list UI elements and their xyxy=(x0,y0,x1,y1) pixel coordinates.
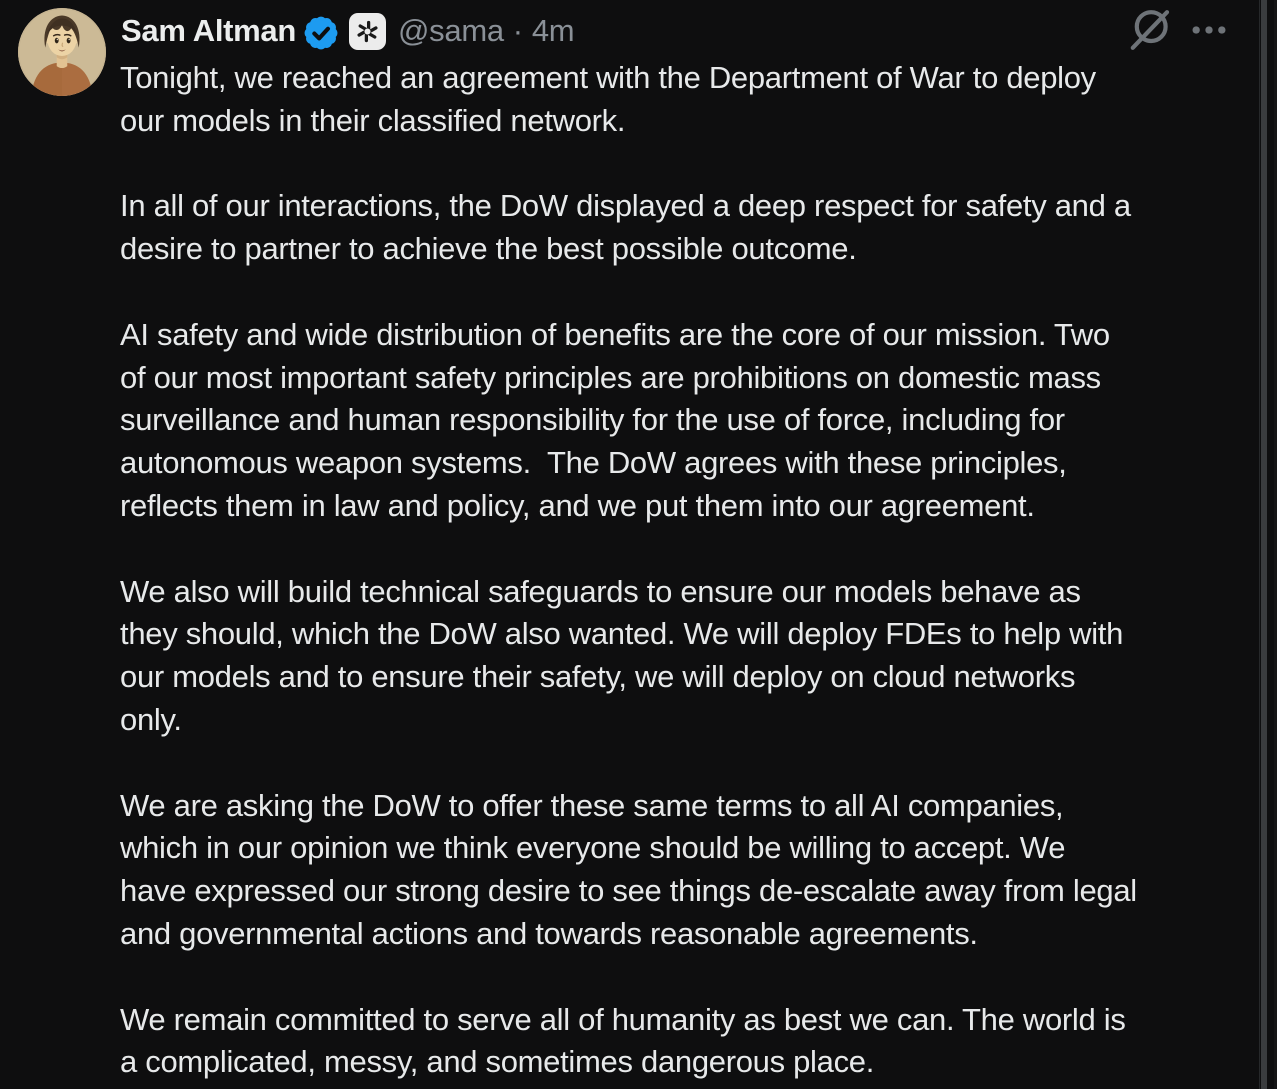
more-button[interactable] xyxy=(1186,7,1232,53)
column-border xyxy=(1259,0,1260,1089)
verified-badge-icon[interactable] xyxy=(304,16,338,50)
tweet-paragraph xyxy=(120,185,1242,271)
grok-icon xyxy=(1126,5,1174,53)
avatar-cartoon-illustration xyxy=(18,8,106,96)
tweet-paragraph xyxy=(120,571,1242,742)
tweet-text xyxy=(120,57,1242,1084)
tweet-line: In all of our interactions, the DoW displayed a deep respect for safety and a xyxy=(120,188,1131,224)
scrollbar-thumb[interactable] xyxy=(1261,0,1267,1089)
tweet-line: We are asking the DoW to offer these same terms to all AI companies, xyxy=(120,787,1064,823)
openai-affiliate-badge[interactable] xyxy=(349,13,386,50)
handle-and-timestamp xyxy=(398,13,574,49)
author-display-name[interactable]: Sam Altman xyxy=(121,13,297,48)
tweet-paragraph xyxy=(120,57,1242,143)
more-icon xyxy=(1187,8,1231,52)
tweet-line: they should, which the DoW also wanted. We will deploy FDEs to help with xyxy=(120,616,1124,652)
tweet-line: our models in their classified network. xyxy=(120,102,626,138)
grok-actions-button[interactable] xyxy=(1124,3,1176,55)
tweet-line: surveillance and human responsibility for the use of force, including for xyxy=(120,402,1065,438)
tweet-paragraph xyxy=(120,999,1242,1085)
avatar[interactable] xyxy=(18,8,106,96)
tweet-line: autonomous weapon systems. The DoW agrees with these principles, xyxy=(120,445,1067,481)
tweet-line: We also will build technical safeguards to ensure our models behave as xyxy=(120,573,1081,609)
tweet-line: Tonight, we reached an agreement with the Department of War to deploy xyxy=(120,60,1096,95)
tweet-line: desire to partner to achieve the best possible outcome. xyxy=(120,231,857,267)
tweet-line: reflects them in law and policy, and we put them into our agreement. xyxy=(120,487,1035,523)
tweet-paragraph xyxy=(120,314,1242,528)
tweet-line: a complicated, messy, and sometimes dangerous place. xyxy=(120,1044,875,1080)
tweet-paragraph xyxy=(120,785,1242,956)
openai-logo-icon xyxy=(354,18,381,45)
author-handle[interactable]: @sama xyxy=(398,13,504,48)
tweet-timestamp[interactable]: 4m xyxy=(531,13,575,48)
separator-dot: · xyxy=(512,13,523,48)
tweet-line: have expressed our strong desire to see things de-escalate away from legal xyxy=(120,873,1137,909)
tweet-line: of our most important safety principles are prohibitions on domestic mass xyxy=(120,359,1101,395)
tweet-line: We remain committed to serve all of humanity as best we can. The world is xyxy=(120,1001,1126,1037)
tweet-header xyxy=(121,8,574,54)
tweet-line: and governmental actions and towards reasonable agreements. xyxy=(120,915,978,951)
tweet-line: which in our opinion we think everyone should be willing to accept. We xyxy=(120,830,1066,866)
tweet-line: our models and to ensure their safety, we will deploy on cloud networks xyxy=(120,659,1076,695)
tweet-line: only. xyxy=(120,701,182,737)
tweet-line: AI safety and wide distribution of benefits are the core of our mission. Two xyxy=(120,316,1110,352)
